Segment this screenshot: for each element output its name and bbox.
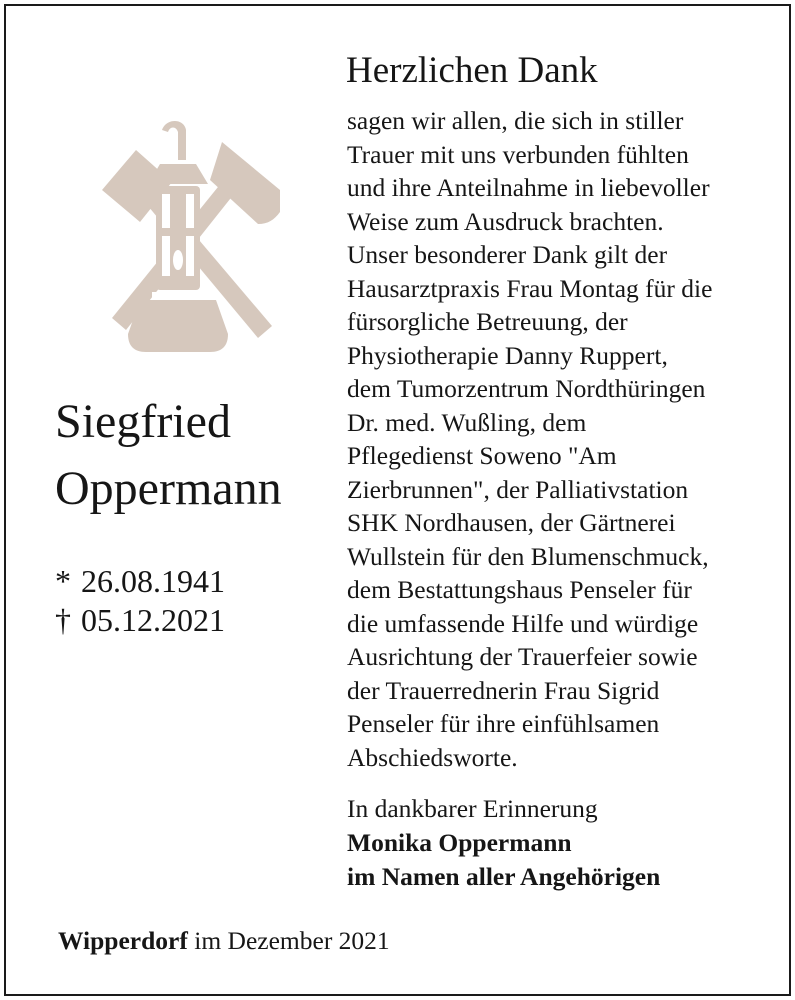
thanks-line: fürsorgliche Betreuung, der [347,307,628,336]
thanks-line: Dr. med. Wußling, dem [347,407,587,437]
date-text: im Dezember 2021 [187,926,390,955]
thanks-line: die umfassende Hilfe und würdige [347,608,699,638]
thanks-line: Unser besonderer Dank gilt der [347,240,668,269]
thanks-line: Pflegedienst Soweno "Am [347,441,617,470]
life-dates [55,562,225,640]
thanks-line: Weise zum Ausdruck brachten. [347,206,664,236]
closing-block [347,792,660,894]
thanks-heading: Herzlichen Dank [346,50,598,91]
miners-lamp-hammer-and-pick-icon [96,120,286,370]
thanks-text [347,104,777,774]
thanks-line: sagen wir allen, die sich in stiller [347,106,684,135]
deceased-name [55,388,282,522]
thanks-line: Physiotherapie Danny Ruppert, [347,340,668,370]
thanks-line: Ausrichtung der Trauerfeier sowie [347,642,698,671]
birth-star-icon: * [55,563,71,599]
birth-line [55,562,225,601]
thanks-line: dem Tumorzentrum Nordthüringen [347,374,706,403]
birth-date: 26.08.1941 [81,563,225,599]
thanks-line: Abschiedsworte. [347,742,518,772]
death-date: 05.12.2021 [81,602,225,638]
deceased-first-name: Siegfried [55,395,231,448]
thanks-line: Penseler für ihre einfühlsamen [347,709,660,738]
place-name: Wipperdorf [58,926,188,955]
thanks-line: SHK Nordhausen, der Gärtnerei [347,508,676,537]
signatory-relation: im Namen aller Angehörigen [347,862,661,891]
place-and-date [58,924,390,958]
thanks-line: Wullstein für den Blumenschmuck, [347,541,709,571]
death-cross-icon: † [55,602,71,638]
death-line [55,601,225,640]
thanks-line: Trauer mit uns verbunden fühlten [347,139,689,169]
closing-phrase: In dankbarer Erinnerung [347,794,598,823]
thanks-line: Zierbrunnen", der Palliativstation [347,474,689,504]
signatory-name: Monika Oppermann [347,828,572,857]
deceased-last-name: Oppermann [55,462,282,515]
thanks-line: Hausarztpraxis Frau Montag für die [347,273,713,303]
thanks-line: dem Bestattungshaus Penseler für [347,575,692,604]
thanks-line: der Trauerrednerin Frau Sigrid [347,675,660,705]
thanks-line: und ihre Anteilnahme in liebevoller [347,173,710,202]
